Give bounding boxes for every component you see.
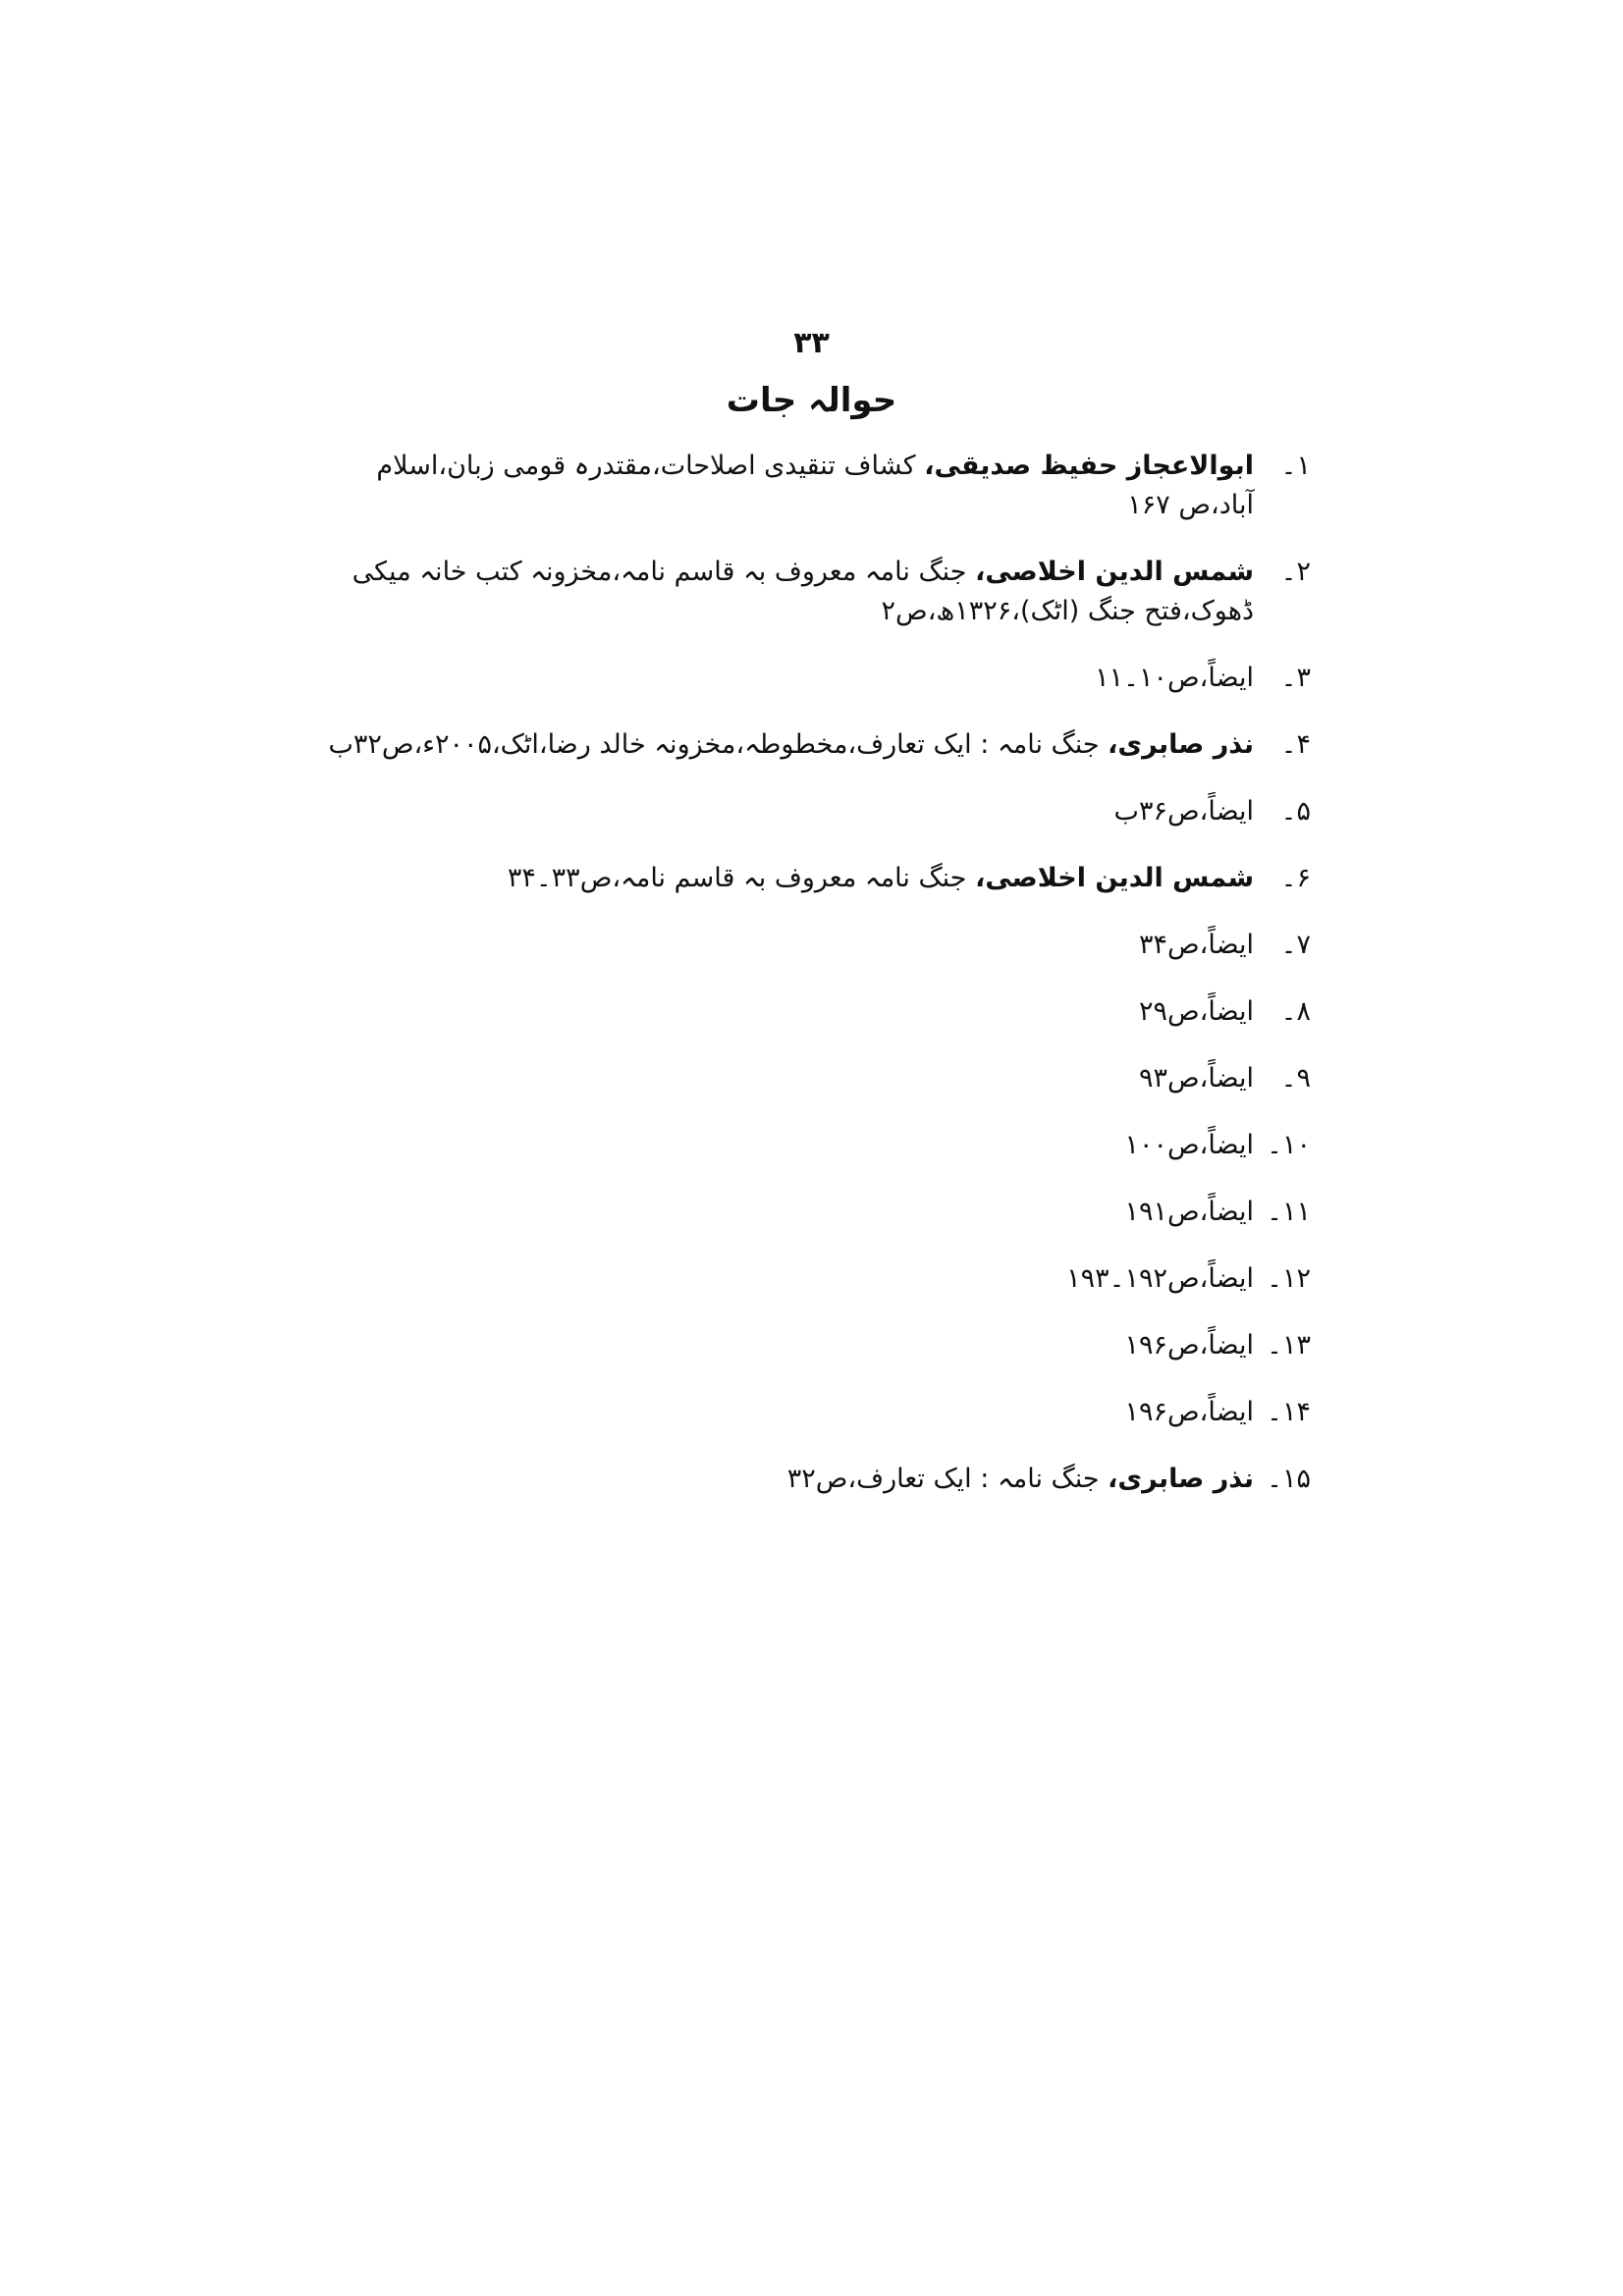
- reference-source: ایضاً،ص۹۳: [1138, 1063, 1254, 1094]
- reference-author: شمس الدین اخلاصی،: [975, 863, 1254, 893]
- reference-text: [319, 992, 1254, 1032]
- reference-number: ۱۱۔: [1267, 1197, 1311, 1227]
- reference-text: [319, 1259, 1254, 1299]
- reference-text: [319, 725, 1254, 765]
- reference-item: [319, 1460, 1311, 1499]
- reference-source: ایضاً،ص۱۹۶: [1124, 1330, 1254, 1361]
- reference-author: ابوالاعجاز حفیظ صدیقی،: [924, 451, 1254, 481]
- reference-text: [319, 1126, 1254, 1165]
- reference-item: [319, 1193, 1311, 1232]
- reference-item: [319, 1059, 1311, 1098]
- reference-text: [319, 926, 1254, 965]
- reference-author: نذر صابری،: [1108, 1464, 1254, 1494]
- reference-number: ۵۔: [1280, 796, 1311, 827]
- reference-text: [319, 1393, 1254, 1432]
- reference-item: [319, 659, 1311, 698]
- reference-number: ۷۔: [1280, 930, 1311, 960]
- reference-item: [319, 553, 1311, 631]
- reference-number: ۲۔: [1280, 557, 1311, 587]
- reference-source: ایضاً،ص۱۹۱: [1124, 1197, 1254, 1227]
- reference-item: [319, 926, 1311, 965]
- reference-item: [319, 447, 1311, 525]
- reference-source: ایضاً،ص۳۴: [1138, 930, 1254, 960]
- references-list: [319, 447, 1311, 1526]
- reference-number: ۱۵۔: [1267, 1464, 1311, 1494]
- reference-source: ایضاً،ص۳۶ب: [1113, 796, 1254, 827]
- reference-author: شمس الدین اخلاصی،: [975, 557, 1254, 587]
- reference-number: ۱۲۔: [1267, 1263, 1311, 1294]
- reference-text: [319, 792, 1254, 831]
- reference-item: [319, 1393, 1311, 1432]
- reference-source: جنگ نامہ : ایک تعارف،ص۳۲: [786, 1464, 1100, 1494]
- reference-source: جنگ نامہ معروف بہ قاسم نامہ،مخزونہ کتب خانہ میکی ڈھوک،فتح جنگ (اٹک)،۱۳۲۶ھ،ص۲: [352, 557, 1254, 626]
- page-number: ۳۳: [793, 326, 830, 360]
- reference-item: [319, 859, 1311, 898]
- reference-text: [319, 1326, 1254, 1365]
- reference-number: ۳۔: [1280, 663, 1311, 693]
- reference-text: [319, 447, 1254, 525]
- reference-source: ایضاً،ص۱۹۲۔۱۹۳: [1066, 1263, 1254, 1294]
- reference-source: ایضاً،ص۲۹: [1138, 996, 1254, 1027]
- reference-item: [319, 1126, 1311, 1165]
- reference-source: جنگ نامہ معروف بہ قاسم نامہ،ص۳۳۔۳۴: [507, 863, 967, 893]
- reference-number: ۶۔: [1280, 863, 1311, 893]
- reference-text: [319, 1193, 1254, 1232]
- reference-text: [319, 553, 1254, 631]
- reference-source: کشاف تنقیدی اصلاحات،مقتدرہ قومی زبان،اسلام آباد،ص ۱۶۷: [376, 451, 1254, 520]
- reference-source: جنگ نامہ : ایک تعارف،مخطوطہ،مخزونہ خالد رضا،اٹک،۲۰۰۵ء،ص۳۲ب: [328, 729, 1100, 760]
- reference-item: [319, 1326, 1311, 1365]
- reference-number: ۱۳۔: [1267, 1330, 1311, 1361]
- reference-item: [319, 992, 1311, 1032]
- reference-number: ۸۔: [1280, 996, 1311, 1027]
- reference-text: [319, 1460, 1254, 1499]
- reference-item: [319, 792, 1311, 831]
- reference-text: [319, 1059, 1254, 1098]
- reference-source: ایضاً،ص۱۹۶: [1124, 1397, 1254, 1427]
- reference-number: ۱۴۔: [1267, 1397, 1311, 1427]
- reference-number: ۱۔: [1280, 451, 1311, 481]
- reference-number: ۱۰۔: [1267, 1130, 1311, 1160]
- reference-source: ایضاً،ص۱۰۔۱۱: [1095, 663, 1254, 693]
- reference-text: [319, 659, 1254, 698]
- reference-source: ایضاً،ص۱۰۰: [1124, 1130, 1254, 1160]
- reference-text: [319, 859, 1254, 898]
- reference-number: ۹۔: [1280, 1063, 1311, 1094]
- reference-author: نذر صابری،: [1108, 729, 1254, 760]
- reference-item: [319, 1259, 1311, 1299]
- references-heading: حوالہ جات: [726, 381, 897, 420]
- reference-number: ۴۔: [1280, 729, 1311, 760]
- reference-item: [319, 725, 1311, 765]
